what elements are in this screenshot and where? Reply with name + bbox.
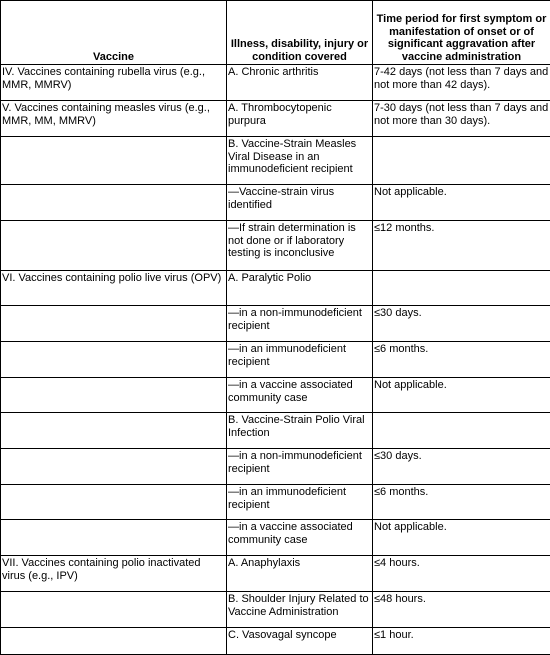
table-row xyxy=(1,556,550,592)
table-row xyxy=(1,271,550,306)
table-row xyxy=(1,137,550,185)
vaccine-cell xyxy=(1,485,227,520)
illness-cell: A. Paralytic Polio xyxy=(227,271,373,306)
vaccine-cell xyxy=(1,342,227,378)
illness-cell: B. Vaccine-Strain Polio Viral Infection xyxy=(227,413,373,449)
vaccine-cell xyxy=(1,137,227,185)
vaccine-cell xyxy=(1,592,227,628)
time-cell: Not applicable. xyxy=(373,378,550,413)
table-row xyxy=(1,65,550,101)
vaccine-cell xyxy=(1,628,227,655)
header-row xyxy=(1,1,550,65)
table-row xyxy=(1,413,550,449)
table-row xyxy=(1,628,550,655)
time-cell: 7-30 days (not less than 7 days and not more than 30 days). xyxy=(373,101,550,137)
vaccine-cell xyxy=(1,306,227,342)
time-cell: Not applicable. xyxy=(373,520,550,556)
illness-cell: —Vaccine-strain virus identified xyxy=(227,185,373,221)
table-row xyxy=(1,449,550,485)
time-cell xyxy=(373,137,550,185)
illness-cell: —in an immunodeficient recipient xyxy=(227,342,373,378)
illness-cell: B. Shoulder Injury Related to Vaccine Administration xyxy=(227,592,373,628)
vaccine-cell xyxy=(1,520,227,556)
illness-cell: —in an immunodeficient recipient xyxy=(227,485,373,520)
table-row xyxy=(1,485,550,520)
illness-cell: —in a non-immunodeficient recipient xyxy=(227,306,373,342)
header-time-period: Time period for first symptom or manifestation of onset or of significant aggravation after vaccine administration xyxy=(373,1,550,65)
table-row xyxy=(1,306,550,342)
table-row xyxy=(1,520,550,556)
vaccine-cell: IV. Vaccines containing rubella virus (e.g., MMR, MMRV) xyxy=(1,65,227,101)
illness-cell: —in a vaccine associated community case xyxy=(227,520,373,556)
vaccine-cell xyxy=(1,378,227,413)
header-illness: Illness, disability, injury or condition covered xyxy=(227,1,373,65)
time-cell: ≤6 months. xyxy=(373,342,550,378)
illness-cell: —in a non-immunodeficient recipient xyxy=(227,449,373,485)
illness-cell: A. Chronic arthritis xyxy=(227,65,373,101)
time-cell: ≤1 hour. xyxy=(373,628,550,655)
illness-cell: B. Vaccine-Strain Measles Viral Disease in an immunodeficient recipient xyxy=(227,137,373,185)
illness-cell: C. Vasovagal syncope xyxy=(227,628,373,655)
time-cell: ≤30 days. xyxy=(373,449,550,485)
vaccine-cell: VI. Vaccines containing polio live virus (OPV) xyxy=(1,271,227,306)
time-cell: ≤4 hours. xyxy=(373,556,550,592)
table-row xyxy=(1,592,550,628)
vaccine-cell xyxy=(1,185,227,221)
time-cell: 7-42 days (not less than 7 days and not more than 42 days). xyxy=(373,65,550,101)
vaccine-cell: VII. Vaccines containing polio inactivated virus (e.g., IPV) xyxy=(1,556,227,592)
illness-cell: A. Thrombocytopenic purpura xyxy=(227,101,373,137)
vaccine-cell xyxy=(1,221,227,271)
time-cell: ≤30 days. xyxy=(373,306,550,342)
table-row xyxy=(1,378,550,413)
table-row xyxy=(1,101,550,137)
time-cell: ≤6 months. xyxy=(373,485,550,520)
table-row xyxy=(1,221,550,271)
time-cell xyxy=(373,413,550,449)
illness-cell: —in a vaccine associated community case xyxy=(227,378,373,413)
illness-cell: —If strain determination is not done or if laboratory testing is inconclusive xyxy=(227,221,373,271)
vaccine-cell xyxy=(1,413,227,449)
illness-cell: A. Anaphylaxis xyxy=(227,556,373,592)
vaccine-cell xyxy=(1,449,227,485)
time-cell: ≤12 months. xyxy=(373,221,550,271)
header-vaccine: Vaccine xyxy=(1,1,227,65)
table-row xyxy=(1,185,550,221)
time-cell xyxy=(373,271,550,306)
table-row xyxy=(1,342,550,378)
time-cell: ≤48 hours. xyxy=(373,592,550,628)
time-cell: Not applicable. xyxy=(373,185,550,221)
vaccine-cell: V. Vaccines containing measles virus (e.g., MMR, MM, MMRV) xyxy=(1,101,227,137)
